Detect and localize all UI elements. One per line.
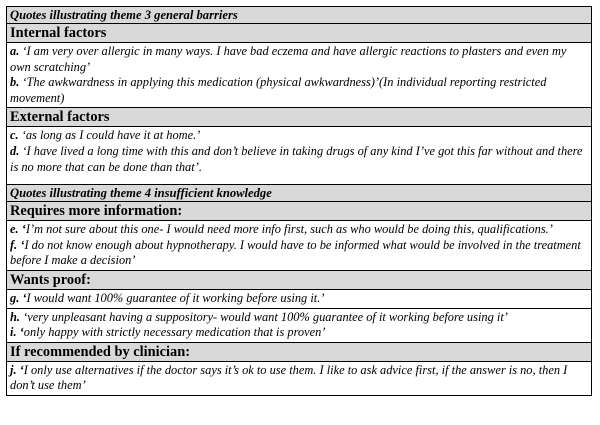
requires-info-quotes bbox=[7, 221, 591, 271]
theme4-title: Quotes illustrating theme 4 insufficient knowledge bbox=[7, 185, 591, 202]
quote-f bbox=[10, 238, 588, 269]
quote-label: a. bbox=[10, 44, 20, 58]
quote-g bbox=[10, 291, 588, 307]
quote-e bbox=[10, 222, 588, 238]
quote-text: I only use alternatives if the doctor says it’s ok to use them. I like to ask advice first, if the answer is no, then I don’t use them’ bbox=[10, 362, 568, 393]
quote-label: b. bbox=[10, 75, 20, 90]
internal-factors-quotes bbox=[7, 43, 591, 108]
quote-d bbox=[10, 144, 588, 175]
quote-b bbox=[10, 75, 588, 106]
quote-text: ‘The awkwardness in applying this medication (physical awkwardness)’(In individual reporting restricted movement) bbox=[10, 75, 547, 105]
section-heading-wants-proof: Wants proof: bbox=[7, 271, 591, 290]
quote-i bbox=[10, 325, 588, 341]
quote-label: f. ‘ bbox=[10, 237, 25, 252]
section-heading-external-factors: External factors bbox=[7, 108, 591, 127]
external-factors-quotes bbox=[7, 127, 591, 185]
quote-text: ‘as long as I could have it at home.’ bbox=[18, 128, 201, 143]
quote-text: ‘very unpleasant having a suppository- would want 100% guarantee of it working before using it’ bbox=[20, 309, 508, 324]
quotes-table bbox=[6, 6, 592, 396]
quote-j bbox=[10, 363, 588, 394]
section-heading-internal-factors: Internal factors bbox=[7, 24, 591, 43]
quote-text: ‘I am very over allergic in many ways. I have bad eczema and have allergic reactions to plasters and even my own scratching’ bbox=[10, 44, 567, 74]
quote-h bbox=[10, 310, 588, 326]
quote-c bbox=[10, 128, 588, 144]
spacer bbox=[10, 175, 588, 183]
quote-label: j. ‘ bbox=[10, 362, 24, 377]
quote-label: g. ‘ bbox=[10, 290, 27, 305]
quote-label: c. bbox=[10, 128, 19, 143]
quote-a bbox=[10, 44, 588, 75]
quote-label: d. bbox=[10, 143, 20, 158]
section-heading-requires-more-information: Requires more information: bbox=[7, 202, 591, 221]
clinician-quotes bbox=[7, 362, 591, 395]
wants-proof-quotes bbox=[7, 290, 591, 309]
quote-text: I would want 100% guarantee of it working before using it.’ bbox=[26, 290, 325, 305]
quote-text: I’m not sure about this one- I would need more info first, such as who would be doing this, qualifications.’ bbox=[25, 222, 553, 237]
quote-text: ‘I have lived a long time with this and don’t believe in taking drugs of any kind I’ve got this far without and there is no more that can be done than that’. bbox=[10, 143, 583, 174]
quote-label: e. ‘ bbox=[10, 222, 26, 237]
section-heading-if-recommended-by-clinician: If recommended by clinician: bbox=[7, 343, 591, 362]
wants-proof-quotes-continued bbox=[7, 309, 591, 343]
quote-text: I do not know enough about hypnotherapy. I would have to be informed what would be involved in the treatment before I make a decision’ bbox=[10, 237, 581, 268]
theme3-title: Quotes illustrating theme 3 general barriers bbox=[7, 7, 591, 24]
quote-label: h. bbox=[10, 309, 20, 324]
quote-text: only happy with strictly necessary medication that is proven’ bbox=[23, 325, 326, 340]
quote-label: i. ‘ bbox=[10, 325, 24, 340]
